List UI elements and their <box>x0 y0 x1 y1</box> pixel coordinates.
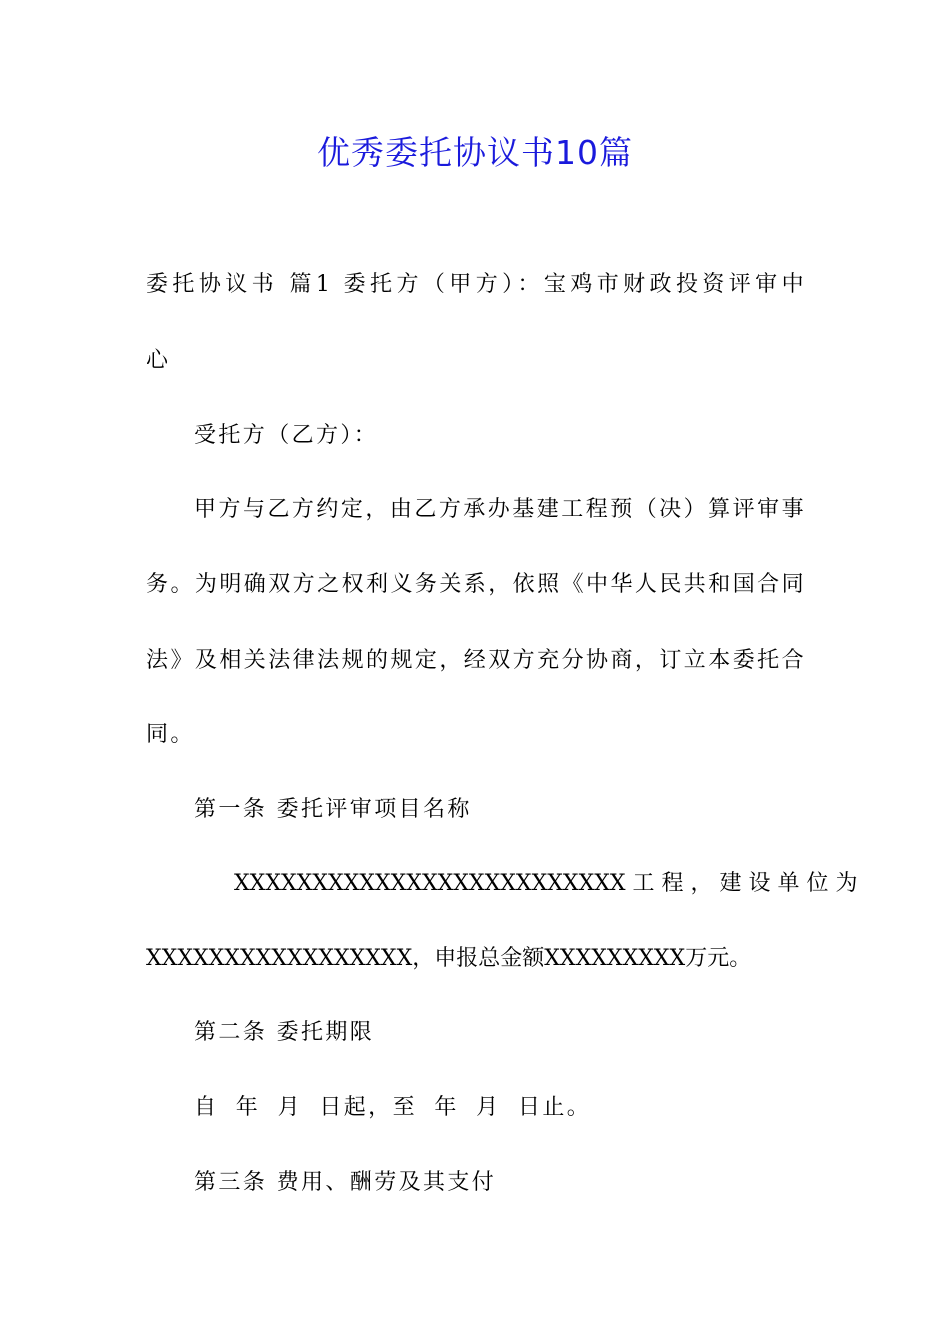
paragraph-line: 受托方（乙方）： <box>194 423 379 448</box>
page-title: 优秀委托协议书10篇 <box>317 133 633 172</box>
paragraph-line: 甲方与乙方约定，由乙方承办基建工程预（决）算评审事 <box>194 497 806 522</box>
paragraph-line: 同。 <box>146 722 195 747</box>
paragraph-line: 心 <box>146 348 171 373</box>
paragraph-line: XXXXXXXXXXXXXXXXXXXXXXXXX 工 程 ， 建 设 单 位 为 <box>234 871 858 896</box>
paragraph-line: 委托协议书 篇1 委托方（甲方）：宝鸡市财政投资评审中 <box>146 272 806 297</box>
paragraph-line: 务。为明确双方之权利义务关系，依照《中华人民共和国合同 <box>146 572 806 597</box>
paragraph-line: 自 年 月 日起，至 年 月 日止。 <box>194 1095 592 1120</box>
section-heading: 第一条 委托评审项目名称 <box>194 797 472 822</box>
section-heading: 第三条 费用、酬劳及其支付 <box>194 1170 497 1195</box>
section-heading: 第二条 委托期限 <box>194 1020 375 1045</box>
paragraph-line: 法》及相关法律法规的规定，经双方充分协商，订立本委托合 <box>146 648 806 673</box>
paragraph-line: XXXXXXXXXXXXXXXXX，申报总金额XXXXXXXXX万元。 <box>146 946 752 971</box>
